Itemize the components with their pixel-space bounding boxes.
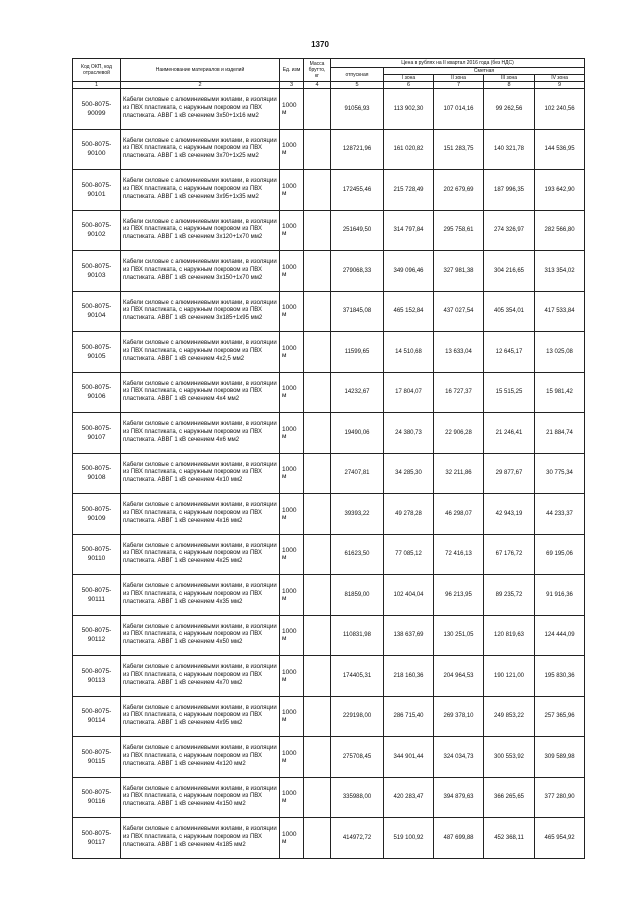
wholesale-price: 371845,08 [331,291,384,332]
column-number: 5 [331,82,384,89]
mass-cell [304,656,331,697]
zone-1-price: 519 100,92 [384,818,434,859]
wholesale-price: 110831,98 [331,615,384,656]
table-row [73,210,585,251]
unit-cell: 1000 м [280,251,304,292]
table-body [73,89,585,859]
zone-4-price: 417 533,84 [535,291,585,332]
zone-4-price: 465 954,92 [535,818,585,859]
zone-3-price: 366 265,65 [484,777,535,818]
wholesale-price: 27407,81 [331,453,384,494]
unit-cell: 1000 м [280,89,304,130]
zone-1-price: 14 510,68 [384,332,434,373]
table-row [73,656,585,697]
product-code: 500-8075-90110 [73,534,121,575]
zone-2-price: 394 879,63 [434,777,484,818]
zone-2-price: 202 679,69 [434,170,484,211]
unit-cell: 1000 м [280,332,304,373]
table-row [73,575,585,616]
zone-3-price: 304 216,65 [484,251,535,292]
product-name: Кабели силовые с алюминиевыми жилами, в изоляции из ПВХ пластиката, с наружным покровом из ПВХ пластиката. АВВГ 1 кВ сечением 4х150 мм2 [121,777,280,818]
zone-4-price: 193 642,90 [535,170,585,211]
zone-1-price: 215 728,49 [384,170,434,211]
product-name: Кабели силовые с алюминиевыми жилами, в изоляции из ПВХ пластиката, с наружным покровом из ПВХ пластиката. АВВГ 1 кВ сечением 3х185+1х95 мм2 [121,291,280,332]
zone-1-price: 420 283,47 [384,777,434,818]
zone-2-price: 13 633,04 [434,332,484,373]
zone-4-price: 30 775,34 [535,453,585,494]
header-code: Код ОКП, код отраслевой [73,59,121,82]
column-number: 7 [434,82,484,89]
zone-4-price: 21 884,74 [535,413,585,454]
zone-4-price: 44 233,37 [535,494,585,535]
zone-4-price: 124 444,09 [535,615,585,656]
product-name: Кабели силовые с алюминиевыми жилами, в изоляции из ПВХ пластиката, с наружным покровом из ПВХ пластиката. АВВГ 1 кВ сечением 3х70+1х25 мм2 [121,129,280,170]
zone-2-price: 32 211,86 [434,453,484,494]
mass-cell [304,737,331,778]
product-name: Кабели силовые с алюминиевыми жилами, в изоляции из ПВХ пластиката, с наружным покровом из ПВХ пластиката. АВВГ 1 кВ сечением 3х120+1х70 мм2 [121,210,280,251]
wholesale-price: 19490,06 [331,413,384,454]
zone-1-price: 218 160,36 [384,656,434,697]
wholesale-price: 414972,72 [331,818,384,859]
column-number: 2 [121,82,280,89]
unit-cell: 1000 м [280,413,304,454]
product-name: Кабели силовые с алюминиевыми жилами, в изоляции из ПВХ пластиката, с наружным покровом из ПВХ пластиката. АВВГ 1 кВ сечением 4х35 мм2 [121,575,280,616]
zone-1-price: 286 715,40 [384,696,434,737]
wholesale-price: 275708,45 [331,737,384,778]
table-row [73,737,585,778]
zone-3-price: 190 121,00 [484,656,535,697]
zone-1-price: 465 152,84 [384,291,434,332]
mass-cell [304,291,331,332]
zone-2-price: 295 758,61 [434,210,484,251]
zone-4-price: 309 589,98 [535,737,585,778]
product-name: Кабели силовые с алюминиевыми жилами, в изоляции из ПВХ пластиката, с наружным покровом из ПВХ пластиката. АВВГ 1 кВ сечением 4х50 мм2 [121,615,280,656]
zone-4-price: 15 981,42 [535,372,585,413]
zone-1-price: 161 020,82 [384,129,434,170]
mass-cell [304,575,331,616]
header-zone-1: I зона [384,75,434,82]
header-estimate: Сметная [384,68,585,75]
zone-3-price: 99 262,56 [484,89,535,130]
zone-3-price: 452 368,11 [484,818,535,859]
zone-1-price: 138 637,69 [384,615,434,656]
unit-cell: 1000 м [280,170,304,211]
zone-4-price: 91 916,36 [535,575,585,616]
header-wholesale: отпускная [331,68,384,82]
column-number: 3 [280,82,304,89]
wholesale-price: 172455,46 [331,170,384,211]
zone-4-price: 144 536,95 [535,129,585,170]
zone-4-price: 102 240,56 [535,89,585,130]
zone-4-price: 313 354,02 [535,251,585,292]
product-code: 500-8075-90101 [73,170,121,211]
zone-2-price: 269 378,10 [434,696,484,737]
product-code: 500-8075-90104 [73,291,121,332]
product-code: 500-8075-90107 [73,413,121,454]
column-number-row [73,82,585,89]
product-name: Кабели силовые с алюминиевыми жилами, в изоляции из ПВХ пластиката, с наружным покровом из ПВХ пластиката. АВВГ 1 кВ сечением 4х4 мм2 [121,372,280,413]
zone-1-price: 102 404,04 [384,575,434,616]
zone-3-price: 29 877,67 [484,453,535,494]
zone-1-price: 344 901,44 [384,737,434,778]
mass-cell [304,372,331,413]
unit-cell: 1000 м [280,575,304,616]
table-row [73,494,585,535]
mass-cell [304,413,331,454]
product-code: 500-8075-90106 [73,372,121,413]
zone-1-price: 49 278,28 [384,494,434,535]
product-name: Кабели силовые с алюминиевыми жилами, в изоляции из ПВХ пластиката, с наружным покровом из ПВХ пластиката. АВВГ 1 кВ сечением 3х95+1х35 мм2 [121,170,280,211]
wholesale-price: 174405,31 [331,656,384,697]
product-code: 500-8075-90103 [73,251,121,292]
mass-cell [304,251,331,292]
zone-1-price: 77 085,12 [384,534,434,575]
mass-cell [304,494,331,535]
zone-2-price: 327 981,38 [434,251,484,292]
zone-2-price: 22 906,28 [434,413,484,454]
zone-4-price: 282 566,80 [535,210,585,251]
table-row [73,696,585,737]
zone-3-price: 42 943,19 [484,494,535,535]
product-name: Кабели силовые с алюминиевыми жилами, в изоляции из ПВХ пластиката, с наружным покровом из ПВХ пластиката. АВВГ 1 кВ сечением 4х25 мм2 [121,534,280,575]
mass-cell [304,170,331,211]
zone-4-price: 195 830,36 [535,656,585,697]
wholesale-price: 251649,50 [331,210,384,251]
mass-cell [304,615,331,656]
table-row [73,453,585,494]
zone-2-price: 487 699,88 [434,818,484,859]
zone-2-price: 72 416,13 [434,534,484,575]
table-row [73,170,585,211]
header-unit: Ед. изм [280,59,304,82]
product-code: 500-8075-90108 [73,453,121,494]
zone-3-price: 67 176,72 [484,534,535,575]
product-name: Кабели силовые с алюминиевыми жилами, в изоляции из ПВХ пластиката, с наружным покровом из ПВХ пластиката. АВВГ 1 кВ сечением 4х2,5 мм2 [121,332,280,373]
zone-4-price: 13 025,08 [535,332,585,373]
header-zone-2: II зона [434,75,484,82]
table-row [73,332,585,373]
wholesale-price: 128721,96 [331,129,384,170]
zone-3-price: 15 515,25 [484,372,535,413]
zone-4-price: 257 365,96 [535,696,585,737]
product-code: 500-8075-90116 [73,777,121,818]
zone-3-price: 300 553,92 [484,737,535,778]
mass-cell [304,453,331,494]
zone-1-price: 24 380,73 [384,413,434,454]
unit-cell: 1000 м [280,210,304,251]
page-number: 1370 [311,40,329,49]
column-number: 9 [535,82,585,89]
wholesale-price: 11599,65 [331,332,384,373]
mass-cell [304,696,331,737]
table-row [73,89,585,130]
table-row [73,818,585,859]
product-code: 500-8075-90114 [73,696,121,737]
zone-2-price: 204 964,53 [434,656,484,697]
product-name: Кабели силовые с алюминиевыми жилами, в изоляции из ПВХ пластиката, с наружным покровом из ПВХ пластиката. АВВГ 1 кВ сечением 3х50+1х16 мм2 [121,89,280,130]
zone-1-price: 34 285,30 [384,453,434,494]
wholesale-price: 279068,33 [331,251,384,292]
unit-cell: 1000 м [280,534,304,575]
table-row [73,129,585,170]
zone-2-price: 46 298,07 [434,494,484,535]
zone-3-price: 120 819,63 [484,615,535,656]
column-number: 1 [73,82,121,89]
wholesale-price: 39393,22 [331,494,384,535]
product-code: 500-8075-90099 [73,89,121,130]
mass-cell [304,818,331,859]
unit-cell: 1000 м [280,129,304,170]
zone-3-price: 274 326,97 [484,210,535,251]
unit-cell: 1000 м [280,615,304,656]
product-code: 500-8075-90115 [73,737,121,778]
header-zone-3: III зона [484,75,535,82]
product-code: 500-8075-90112 [73,615,121,656]
unit-cell: 1000 м [280,494,304,535]
mass-cell [304,129,331,170]
zone-2-price: 324 034,73 [434,737,484,778]
wholesale-price: 91056,93 [331,89,384,130]
zone-3-price: 249 853,22 [484,696,535,737]
zone-3-price: 21 246,41 [484,413,535,454]
table-row [73,372,585,413]
product-code: 500-8075-90100 [73,129,121,170]
unit-cell: 1000 м [280,818,304,859]
table-row [73,534,585,575]
column-number: 6 [384,82,434,89]
product-code: 500-8075-90109 [73,494,121,535]
product-code: 500-8075-90111 [73,575,121,616]
unit-cell: 1000 м [280,453,304,494]
zone-3-price: 89 235,72 [484,575,535,616]
wholesale-price: 335988,00 [331,777,384,818]
product-code: 500-8075-90105 [73,332,121,373]
unit-cell: 1000 м [280,372,304,413]
zone-1-price: 113 902,30 [384,89,434,130]
zone-1-price: 349 096,46 [384,251,434,292]
unit-cell: 1000 м [280,656,304,697]
price-table [72,58,585,859]
table-row [73,291,585,332]
product-name: Кабели силовые с алюминиевыми жилами, в изоляции из ПВХ пластиката, с наружным покровом из ПВХ пластиката. АВВГ 1 кВ сечением 4х16 мм2 [121,494,280,535]
wholesale-price: 61623,50 [331,534,384,575]
product-name: Кабели силовые с алюминиевыми жилами, в изоляции из ПВХ пластиката, с наружным покровом из ПВХ пластиката. АВВГ 1 кВ сечением 4х120 мм2 [121,737,280,778]
zone-3-price: 12 645,17 [484,332,535,373]
wholesale-price: 14232,67 [331,372,384,413]
product-name: Кабели силовые с алюминиевыми жилами, в изоляции из ПВХ пластиката, с наружным покровом из ПВХ пластиката. АВВГ 1 кВ сечением 4х70 мм2 [121,656,280,697]
product-code: 500-8075-90113 [73,656,121,697]
zone-3-price: 405 354,01 [484,291,535,332]
product-code: 500-8075-90117 [73,818,121,859]
product-name: Кабели силовые с алюминиевыми жилами, в изоляции из ПВХ пластиката, с наружным покровом из ПВХ пластиката. АВВГ 1 кВ сечением 4х6 мм2 [121,413,280,454]
mass-cell [304,777,331,818]
header-mass: Масса брутто, кг [304,59,331,82]
table-row [73,777,585,818]
zone-2-price: 96 213,95 [434,575,484,616]
zone-1-price: 17 804,07 [384,372,434,413]
zone-2-price: 130 251,05 [434,615,484,656]
zone-2-price: 16 727,37 [434,372,484,413]
table-row [73,251,585,292]
unit-cell: 1000 м [280,291,304,332]
product-name: Кабели силовые с алюминиевыми жилами, в изоляции из ПВХ пластиката, с наружным покровом из ПВХ пластиката. АВВГ 1 кВ сечением 3х150+1х70 мм2 [121,251,280,292]
zone-2-price: 107 014,16 [434,89,484,130]
wholesale-price: 81859,00 [331,575,384,616]
mass-cell [304,332,331,373]
header-name: Наименование материалов и изделий [121,59,280,82]
table-row [73,413,585,454]
mass-cell [304,89,331,130]
column-number: 8 [484,82,535,89]
table-row [73,615,585,656]
zone-4-price: 377 280,90 [535,777,585,818]
wholesale-price: 229198,00 [331,696,384,737]
header-zone-4: IV зона [535,75,585,82]
zone-1-price: 314 797,84 [384,210,434,251]
unit-cell: 1000 м [280,737,304,778]
zone-3-price: 187 996,35 [484,170,535,211]
header-price-title: Цена в рублях на II квартал 2016 года (без НДС) [331,59,585,68]
zone-4-price: 69 195,06 [535,534,585,575]
zone-2-price: 437 027,54 [434,291,484,332]
product-name: Кабели силовые с алюминиевыми жилами, в изоляции из ПВХ пластиката, с наружным покровом из ПВХ пластиката. АВВГ 1 кВ сечением 4х10 мм2 [121,453,280,494]
zone-2-price: 151 283,75 [434,129,484,170]
unit-cell: 1000 м [280,696,304,737]
product-code: 500-8075-90102 [73,210,121,251]
mass-cell [304,210,331,251]
mass-cell [304,534,331,575]
product-name: Кабели силовые с алюминиевыми жилами, в изоляции из ПВХ пластиката, с наружным покровом из ПВХ пластиката. АВВГ 1 кВ сечением 4х95 мм2 [121,696,280,737]
zone-3-price: 140 321,78 [484,129,535,170]
product-name: Кабели силовые с алюминиевыми жилами, в изоляции из ПВХ пластиката, с наружным покровом из ПВХ пластиката. АВВГ 1 кВ сечением 4х185 мм2 [121,818,280,859]
unit-cell: 1000 м [280,777,304,818]
column-number: 4 [304,82,331,89]
